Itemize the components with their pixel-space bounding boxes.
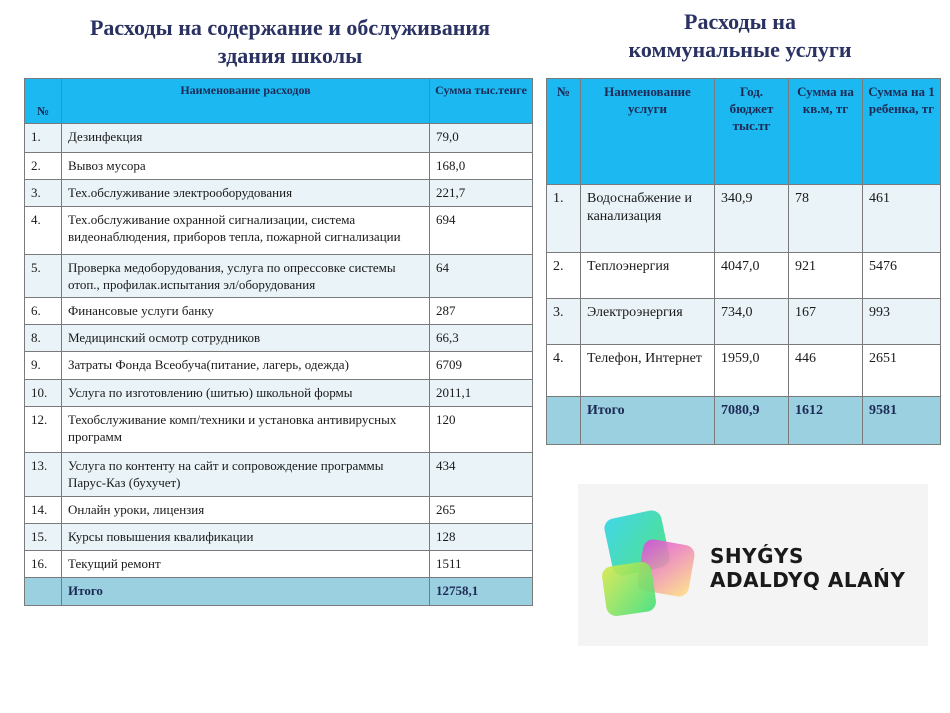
expense-num-cell: 5. [25, 255, 62, 298]
expense-name-cell: Услуга по контенту на сайт и сопровождение программы Парус-Каз (бухучет) [62, 453, 430, 497]
expense-num-cell: 8. [25, 325, 62, 352]
expense-name-cell: Проверка медоборудования, услуга по опрессовке системы отоп., профилак.испытания эл/оборудования [62, 255, 430, 298]
utility-budget-cell: 4047,0 [715, 253, 789, 299]
expense-num-cell: 13. [25, 453, 62, 497]
utilities-header-row [547, 79, 941, 185]
utility-name-cell: Электроэнергия [581, 299, 715, 345]
expenses-title [30, 14, 550, 70]
expense-sum-cell: 6709 [430, 352, 533, 380]
expense-sum-cell: 221,7 [430, 180, 533, 207]
utility-num-cell: 1. [547, 185, 581, 253]
expense-sum-cell: 2011,1 [430, 380, 533, 407]
header-name: Наименование расходов [62, 79, 430, 124]
table-row [25, 325, 533, 352]
expense-name-cell: Тех.обслуживание электрооборудования [62, 180, 430, 207]
expense-name-cell: Техобслуживание комп/техники и установка антивирусных программ [62, 407, 430, 453]
logo-text [710, 544, 905, 592]
table-row [25, 497, 533, 524]
u-header-name: Наименование услуги [581, 79, 715, 185]
expense-total-sum: 12758,1 [430, 578, 533, 606]
expense-name-cell: Курсы повышения квалификации [62, 524, 430, 551]
expense-num-cell: 14. [25, 497, 62, 524]
utilities-table [546, 78, 941, 445]
expenses-title-line1: Расходы на содержание и обслуживания [89, 15, 490, 40]
expense-num-cell: 6. [25, 298, 62, 325]
expense-name-cell: Услуга по изготовлению (шитью) школьной формы [62, 380, 430, 407]
utility-name-cell: Телефон, Интернет [581, 345, 715, 397]
utility-per-sqm-cell: 446 [789, 345, 863, 397]
logo [578, 484, 928, 646]
expense-sum-cell: 287 [430, 298, 533, 325]
table-row [25, 298, 533, 325]
utility-total-per-sqm: 1612 [789, 397, 863, 445]
table-row [25, 551, 533, 578]
utility-per-sqm-cell: 78 [789, 185, 863, 253]
expense-num-cell: 16. [25, 551, 62, 578]
utility-num-cell: 4. [547, 345, 581, 397]
expense-num-cell: 1. [25, 124, 62, 153]
utility-name-cell: Теплоэнергия [581, 253, 715, 299]
expenses-total-row [25, 578, 533, 606]
expense-num-cell: 9. [25, 352, 62, 380]
utility-per-child-cell: 5476 [863, 253, 941, 299]
header-num: № [25, 79, 62, 124]
utility-budget-cell: 340,9 [715, 185, 789, 253]
expense-sum-cell: 168,0 [430, 153, 533, 180]
u-header-per-child: Сумма на 1 ребенка, тг [863, 79, 941, 185]
expense-num-cell: 3. [25, 180, 62, 207]
utility-total-per-child: 9581 [863, 397, 941, 445]
table-row [25, 524, 533, 551]
expenses-header-row [25, 79, 533, 124]
logo-text-line2: ADALDYQ ALAŃY [710, 568, 906, 592]
expense-sum-cell: 66,3 [430, 325, 533, 352]
expense-name-cell: Онлайн уроки, лицензия [62, 497, 430, 524]
expense-sum-cell: 694 [430, 207, 533, 255]
utilities-total-row [547, 397, 941, 445]
utility-total-name: Итого [581, 397, 715, 445]
table-row [25, 453, 533, 497]
expense-num-cell: 4. [25, 207, 62, 255]
table-row [547, 185, 941, 253]
expense-sum-cell: 128 [430, 524, 533, 551]
expense-name-cell: Финансовые услуги банку [62, 298, 430, 325]
utilities-title [555, 8, 925, 64]
expense-total-num [25, 578, 62, 606]
utility-per-sqm-cell: 921 [789, 253, 863, 299]
utility-per-child-cell: 461 [863, 185, 941, 253]
table-row [25, 207, 533, 255]
expense-sum-cell: 434 [430, 453, 533, 497]
utility-per-child-cell: 993 [863, 299, 941, 345]
header-sum: Сумма тыс.тенге [430, 79, 533, 124]
table-row [25, 352, 533, 380]
expenses-title-line2: здания школы [217, 43, 363, 68]
expense-sum-cell: 64 [430, 255, 533, 298]
expense-name-cell: Дезинфекция [62, 124, 430, 153]
table-row [25, 153, 533, 180]
u-header-per-sqm: Сумма на кв.м, тг [789, 79, 863, 185]
expenses-table [24, 78, 533, 606]
expense-num-cell: 10. [25, 380, 62, 407]
logo-mark-icon [596, 498, 706, 628]
utilities-title-line1: Расходы на [684, 9, 796, 34]
utility-per-child-cell: 2651 [863, 345, 941, 397]
u-header-budget: Год. бюджет тыс.тг [715, 79, 789, 185]
expense-total-name: Итого [62, 578, 430, 606]
utility-budget-cell: 734,0 [715, 299, 789, 345]
expense-num-cell: 2. [25, 153, 62, 180]
utility-total-num [547, 397, 581, 445]
utility-per-sqm-cell: 167 [789, 299, 863, 345]
expense-name-cell: Медицинский осмотр сотрудников [62, 325, 430, 352]
expense-name-cell: Тех.обслуживание охранной сигнализации, система видеонаблюдения, приборов тепла, пожарной сигнализации [62, 207, 430, 255]
utility-total-budget: 7080,9 [715, 397, 789, 445]
expense-sum-cell: 265 [430, 497, 533, 524]
expense-sum-cell: 120 [430, 407, 533, 453]
utility-budget-cell: 1959,0 [715, 345, 789, 397]
expense-name-cell: Вывоз мусора [62, 153, 430, 180]
utilities-title-line2: коммунальные услуги [628, 37, 852, 62]
table-row [25, 255, 533, 298]
table-row [547, 299, 941, 345]
u-header-num: № [547, 79, 581, 185]
table-row [25, 407, 533, 453]
utility-name-cell: Водоснабжение и канализация [581, 185, 715, 253]
expense-sum-cell: 1511 [430, 551, 533, 578]
expense-sum-cell: 79,0 [430, 124, 533, 153]
table-row [25, 124, 533, 153]
expense-name-cell: Затраты Фонда Всеобуча(питание, лагерь, одежда) [62, 352, 430, 380]
expense-num-cell: 12. [25, 407, 62, 453]
utility-num-cell: 2. [547, 253, 581, 299]
expense-name-cell: Текущий ремонт [62, 551, 430, 578]
expense-num-cell: 15. [25, 524, 62, 551]
utility-num-cell: 3. [547, 299, 581, 345]
table-row [25, 380, 533, 407]
table-row [547, 253, 941, 299]
logo-text-line1: SHYǴYS [710, 544, 804, 568]
table-row [25, 180, 533, 207]
table-row [547, 345, 941, 397]
